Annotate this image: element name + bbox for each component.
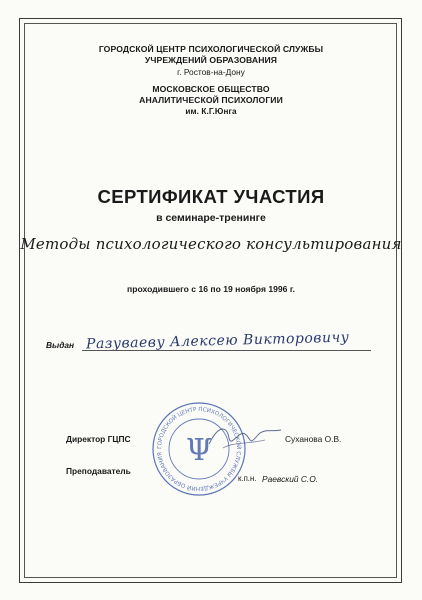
issuer-city: г. Ростов-на-Дону: [177, 67, 245, 77]
teacher-name: Раевский С.О.: [262, 474, 319, 484]
issuer-line-2: УЧРЕЖДЕНИЙ ОБРАЗОВАНИЯ: [144, 55, 278, 65]
director-signature: [205, 418, 285, 458]
director-name: Суханова О.В.: [285, 434, 342, 444]
certificate-title: СЕРТИФИКАТ УЧАСТИЯ: [97, 186, 325, 207]
certificate-subtitle: в семинаре-тренинге: [156, 212, 266, 224]
seminar-dates: проходившего с 16 по 19 ноября 1996 г.: [127, 284, 295, 294]
course-name: Методы психологического консультирования: [20, 235, 402, 253]
recipient-underline: [82, 350, 371, 351]
co-issuer-line-1: МОСКОВСКОЕ ОБЩЕСТВО: [152, 84, 270, 94]
recipient-label: Выдан: [46, 340, 75, 350]
svg-text:ГОРОДСКОЙ ЦЕНТР ПСИХОЛОГИЧЕСКО: ГОРОДСКОЙ ЦЕНТР ПСИХОЛОГИЧЕСКОЙ СЛУЖБЫ УЧРЕЖДЕНИЙ ОБРАЗОВАНИЯ: [156, 406, 242, 492]
co-issuer-line-3: им. К.Г.Юнга: [185, 107, 237, 116]
director-label: Директор ГЦПС: [66, 434, 131, 444]
teacher-degree: к.п.н.: [238, 474, 257, 483]
issuer-line-1: ГОРОДСКОЙ ЦЕНТР ПСИХОЛОГИЧЕСКОЙ СЛУЖБЫ: [98, 44, 324, 54]
co-issuer-line-2: АНАЛИТИЧЕСКОЙ ПСИХОЛОГИИ: [139, 95, 283, 105]
teacher-label: Преподаватель: [66, 466, 131, 476]
svg-text:Ψ: Ψ: [185, 433, 213, 468]
recipient-name: Разуваеву Алексею Викторовичу: [85, 329, 350, 353]
